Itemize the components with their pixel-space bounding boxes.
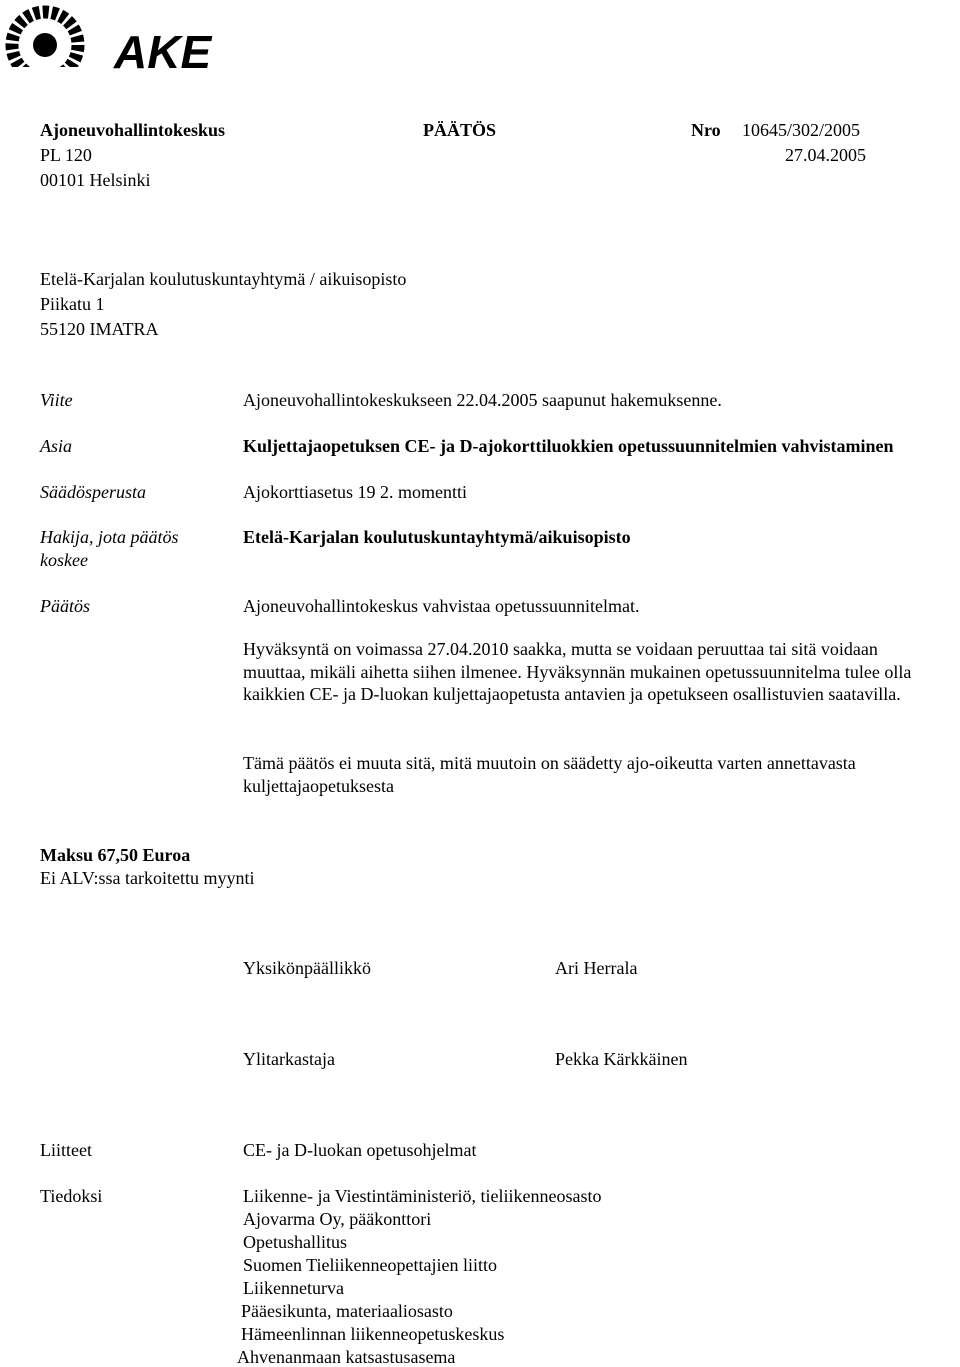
asia-value: Kuljettajaopetuksen CE- ja D-ajokorttiluokkien opetussuunnitelmien vahvistaminen <box>243 436 894 456</box>
logo-text: AKE <box>114 26 212 78</box>
signer-2-title: Ylitarkastaja <box>243 1049 335 1069</box>
signer-1-title: Yksikönpäällikkö <box>243 958 371 978</box>
tiedoksi-label: Tiedoksi <box>40 1186 103 1206</box>
sender-address-line1: PL 120 <box>40 145 92 165</box>
recipient-name: Etelä-Karjalan koulutuskuntayhtymä / aikuisopisto <box>40 269 407 289</box>
saadosperusta-value: Ajokorttiasetus 19 2. momentti <box>243 482 467 502</box>
viite-value: Ajoneuvohallintokeskukseen 22.04.2005 saapunut hakemuksenne. <box>243 390 722 410</box>
viite-label: Viite <box>40 390 73 410</box>
payment-amount: Maksu 67,50 Euroa <box>40 845 191 865</box>
document-date: 27.04.2005 <box>785 145 866 165</box>
signer-1-name: Ari Herrala <box>555 958 638 978</box>
number-value: 10645/302/2005 <box>742 120 861 140</box>
number-label: Nro <box>691 120 721 140</box>
distribution-item: Ajovarma Oy, pääkonttori <box>243 1209 432 1229</box>
distribution-item: Liikenneturva <box>243 1278 344 1298</box>
paatos-label: Päätös <box>40 596 91 616</box>
distribution-item: Liikenne- ja Viestintäministeriö, tieliikenneosasto <box>243 1186 602 1206</box>
asia-label: Asia <box>40 436 73 456</box>
distribution-item: Hämeenlinnan liikenneopetuskeskus <box>241 1324 505 1344</box>
sender-org-name: Ajoneuvohallintokeskus <box>40 120 226 140</box>
document-type: PÄÄTÖS <box>423 120 497 140</box>
availability-sentence: Hyväksynnän mukainen opetussuunnitelma tulee olla kaikkien CE- ja D-luokan kuljettajaopetusta antavien ja opetukseen osallistuvien saatavilla. <box>243 661 912 704</box>
saadosperusta-label: Säädösperusta <box>40 482 147 502</box>
sender-address-line2: 00101 Helsinki <box>40 170 151 190</box>
liitteet-value: CE- ja D-luokan opetusohjelmat <box>243 1140 477 1160</box>
ake-logo-icon <box>4 4 254 86</box>
distribution-item: Pääesikunta, materiaaliosasto <box>241 1301 453 1321</box>
hakija-value: Etelä-Karjalan koulutuskuntayhtymä/aikuisopisto <box>243 527 631 547</box>
paatos-value: Ajoneuvohallintokeskus vahvistaa opetussuunnitelmat. <box>243 596 640 616</box>
vat-note: Ei ALV:ssa tarkoitettu myynti <box>40 868 255 888</box>
recipient-city: 55120 IMATRA <box>40 319 159 339</box>
validity-paragraph <box>243 638 943 706</box>
validity-sentence: Hyväksyntä on voimassa 27.04.2010 saakka, mutta se voidaan peruuttaa tai sitä voidaan muuttaa, mikäli aihetta siihen ilmenee. <box>243 639 878 682</box>
scope-paragraph: Tämä päätös ei muuta sitä, mitä muutoin on säädetty ajo-oikeutta varten annettavasta kuljettajaopetuksesta <box>243 753 856 796</box>
distribution-item: Opetushallitus <box>243 1232 347 1252</box>
ake-logo <box>4 4 254 91</box>
recipient-street: Piikatu 1 <box>40 294 105 314</box>
hakija-label-line2: koskee <box>40 550 88 570</box>
signer-2-name: Pekka Kärkkäinen <box>555 1049 688 1069</box>
distribution-item: Suomen Tieliikenneopettajien liitto <box>243 1255 497 1275</box>
distribution-item: Ahvenanmaan katsastusasema <box>237 1347 456 1367</box>
hakija-label-line1: Hakija, jota päätös <box>40 527 179 547</box>
liitteet-label: Liitteet <box>40 1140 92 1160</box>
